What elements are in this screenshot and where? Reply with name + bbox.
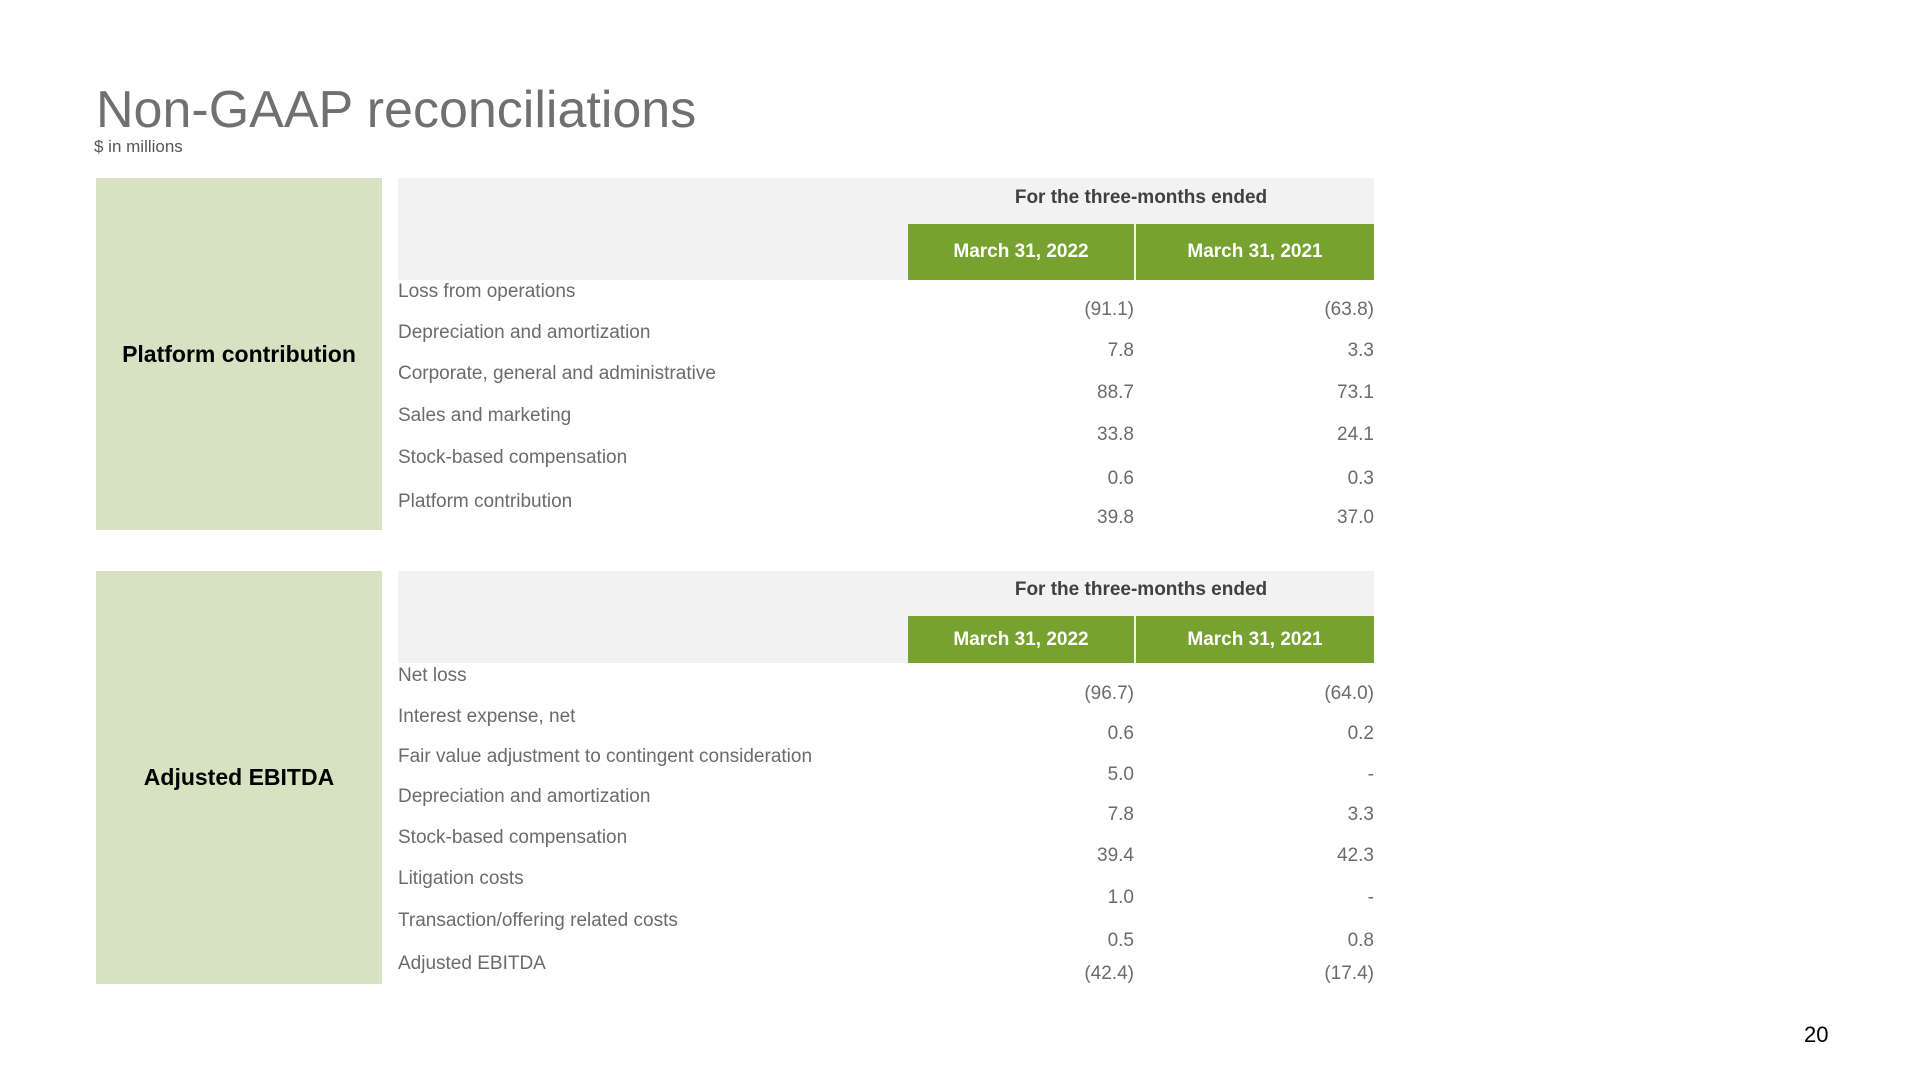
value-2021: 42.3 [1337,845,1374,866]
section-label: Adjusted EBITDA [143,764,335,790]
row-label: Depreciation and amortization [398,322,651,343]
value-2022: 88.7 [1097,382,1134,403]
value-2021: (63.8) [1324,299,1374,320]
row-label: Net loss [398,665,467,686]
row-label: Sales and marketing [398,405,572,426]
value-2022: 0.6 [1107,468,1134,489]
value-2022: (42.4) [1084,963,1134,984]
section-label-box [96,178,382,530]
row-label: Corporate, general and administrative [398,363,716,384]
column-header-2022: March 31, 2022 [908,616,1134,663]
period-header: For the three-months ended [1014,579,1268,600]
row-label: Depreciation and amortization [398,786,651,807]
page-number: 20 [1804,1022,1829,1047]
value-2022: 33.8 [1097,424,1134,445]
value-2021: 3.3 [1347,804,1374,825]
section-label: Platform contribution [122,340,356,367]
value-2021: (64.0) [1324,683,1374,704]
page-title: Non-GAAP reconciliations [96,81,697,139]
value-2022: 39.8 [1097,507,1134,528]
value-2022: 7.8 [1107,804,1134,825]
section-label-box [96,571,382,984]
row-label: Fair value adjustment to contingent consideration [398,746,813,767]
platform-contribution-section [96,178,1374,530]
value-2022: 5.0 [1107,764,1134,785]
row-label: Transaction/offering related costs [398,910,678,931]
value-2021: 73.1 [1337,382,1374,403]
value-2021: 0.3 [1347,468,1374,489]
value-2022: 39.4 [1097,845,1134,866]
value-2022: (96.7) [1084,683,1134,704]
value-2022: 1.0 [1107,887,1134,908]
column-header-2021: March 31, 2021 [1136,224,1374,280]
value-2021: 0.2 [1347,723,1374,744]
value-2022: (91.1) [1084,299,1134,320]
value-2021: 24.1 [1337,424,1374,445]
value-2021: (17.4) [1324,963,1374,984]
row-label: Interest expense, net [398,706,576,727]
row-label: Platform contribution [398,491,573,512]
value-2021: 0.8 [1347,930,1374,951]
reconciliation-table [398,571,1374,984]
column-header-2022: March 31, 2022 [908,224,1134,280]
row-label: Stock-based compensation [398,447,628,468]
value-2021: - [1367,887,1374,908]
value-2021: - [1367,764,1374,785]
units-note: $ in millions [94,137,183,156]
reconciliation-table [398,178,1374,530]
adjusted-ebitda-section [96,571,1374,984]
row-label: Litigation costs [398,868,524,889]
value-2022: 0.6 [1107,723,1134,744]
row-label: Adjusted EBITDA [398,953,546,974]
value-2022: 0.5 [1107,930,1134,951]
value-2022: 7.8 [1107,340,1134,361]
value-2021: 3.3 [1347,340,1374,361]
period-header: For the three-months ended [1014,187,1268,208]
row-label: Loss from operations [398,281,576,302]
row-label: Stock-based compensation [398,827,628,848]
value-2021: 37.0 [1337,507,1374,528]
column-header-2021: March 31, 2021 [1136,616,1374,663]
